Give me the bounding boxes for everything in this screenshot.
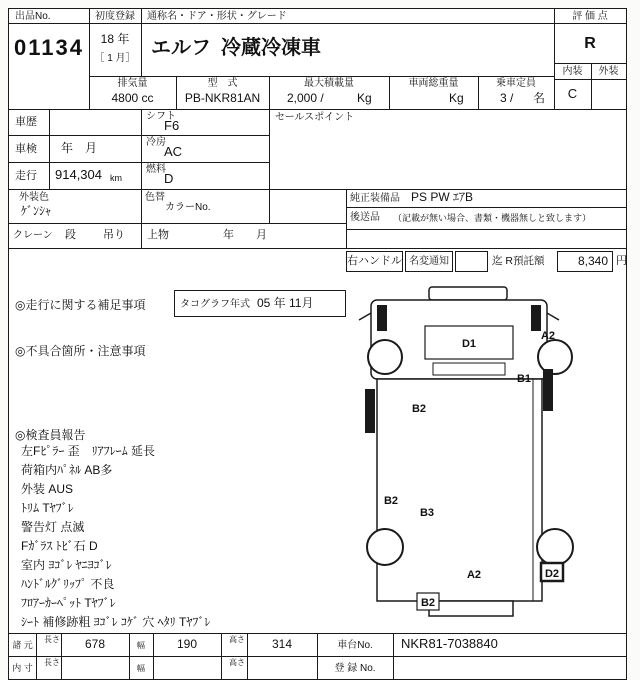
capacity-value: 3 / [500,91,514,105]
tachograph-value: 05 年 11月 [257,296,314,310]
registration-number-label: 登 録 No. [334,663,376,674]
divider [269,109,270,223]
crane-hang-label: 吊り [103,229,125,241]
capacity-unit: 名 [533,91,546,105]
mileage-label: 走行 [15,170,37,182]
crane-label: クレーン [13,230,53,241]
auction-sheet [8,8,627,680]
model-code-label: 型 式 [207,78,238,89]
divider [9,23,626,24]
divider [221,633,222,679]
inner-height-label: 高さ [229,658,245,667]
vehicle-diagram [343,277,575,633]
displacement-value: 4800 cc [111,91,154,105]
divider [9,189,626,190]
first-registration-month: ［ 1 月］ [94,53,136,64]
max-load-label: 最大積載量 [304,78,354,89]
deposit-label: 迄 R預託額 [492,255,545,267]
diagram-label-b2-bottom: B2 [420,597,436,609]
diagram-label-b3: B3 [419,507,435,519]
inspector-report-heading: ◎検査員報告 [15,428,86,442]
inspector-line: ｼｰﾄ 補修跡粗 ﾖｺﾞﾚ ｺｹﾞ 穴 ﾍﾀﾘ Tﾔﾌﾞﾚ [21,615,211,629]
divider [49,109,50,189]
name-change-box [405,251,453,272]
shift-value: F6 [164,118,180,133]
left-side-mark [365,389,375,433]
right-pillar-mark [531,305,541,331]
diagram-label-b2-left: B2 [383,495,399,507]
lot-number-label: 出品No. [15,11,51,22]
equipment-label: 純正装備品 [350,193,400,204]
rear-left-wheel [367,529,403,565]
inspector-line: ﾌﾛｱｰｶｰﾍﾟｯﾄ Tﾔﾌﾞﾚ [21,596,116,610]
diagram-label-d2: D2 [544,568,560,580]
mileage-note-heading: ◎走行に関する補足事項 [15,298,146,312]
length-value: 678 [84,637,106,651]
model-code-value: PB-NKR81AN [184,91,261,105]
color-change-label: 色替 [145,192,165,203]
left-mirror-shape [359,313,371,320]
vehicle-title-label: 通称名・ドア・形状・グレード [147,11,287,22]
fuel-label: 燃料 [146,164,166,175]
rear-bumper-shape [429,601,513,616]
defect-heading: ◎不具合箇所・注意事項 [15,344,146,358]
exterior-color-label: 外装色 [19,192,49,203]
height-value: 314 [271,637,293,651]
inspection-value: 年 月 [61,141,98,155]
inspector-line: ﾄﾘﾑ Tﾔﾌﾞﾚ [21,501,74,515]
inspector-line: 室内 ﾖｺﾞﾚ ﾔﾆﾖｺﾞﾚ [21,558,112,572]
diagram-label-b1: B1 [516,373,532,385]
interior-score: C [567,86,578,101]
shift-label: シフト [146,111,176,122]
deposit-value: 8,340 [577,254,608,268]
mileage-value: 914,304 [55,167,102,182]
divider [346,189,347,248]
divider [9,135,269,136]
divider [9,162,269,163]
deposit-box [557,251,613,272]
first-registration-year: 18 年 [100,32,130,46]
divider [9,248,626,249]
gvw-unit: Kg [449,91,464,105]
lot-number: 01134 [14,35,84,60]
left-pillar-mark [377,305,387,331]
width-label: 幅 [137,641,145,650]
inspector-line: 荷箱内ﾊﾟﾈﾙ AB多 [21,463,113,477]
divider [554,63,626,64]
divider [9,223,346,224]
score-label: 評 価 点 [572,11,608,22]
score-value: R [584,35,596,52]
divider [346,207,626,208]
chassis-number-label: 車台No. [337,640,373,651]
front-left-wheel [368,340,402,374]
inner-dimensions-row-label: 内 寸 [12,663,33,673]
aircon-label: 冷房 [146,137,166,148]
inspector-line: ﾊﾝﾄﾞﾙｸﾞﾘｯﾌﾟ 不良 [21,577,115,591]
body-equipment-value: 年 月 [223,229,267,241]
dimensions-row-label: 諸 元 [12,640,33,650]
front-bumper-shape [429,287,507,300]
right-side-mark [543,369,553,411]
inspector-line: 左Fﾋﾟﾗｰ 歪 ﾘｱﾌﾚｰﾑ 延長 [21,444,155,458]
fuel-value: D [164,171,174,186]
exterior-color-value: ｹﾞﾝｼｬ [21,204,52,218]
crane-step-label: 段 [65,229,76,241]
deposit-unit: 円 [616,255,627,267]
chassis-number-value: NKR81-7038840 [401,636,498,651]
body-equipment-label: 上物 [147,229,169,241]
later-items-label: 後送品 [350,212,380,223]
name-change-label: 名変通知 [409,256,449,267]
length-label: 長さ [44,635,60,644]
color-no-label: カラーNo. [165,202,211,213]
exterior-label: 外装 [598,66,619,77]
divider [36,633,37,679]
inspector-line: 外装 AUS [21,482,74,496]
capacity-label: 乗車定員 [496,78,536,89]
inspector-line: Fｶﾞﾗｽ ﾄﾋﾞ石 D [21,539,98,553]
cargo-box-shape [377,379,542,601]
divider [393,633,394,679]
cab-rear-panel-shape [433,363,505,375]
tachograph-box [174,290,346,317]
divider [554,79,626,80]
vehicle-body-type: 冷蔵冷凍車 [221,37,321,59]
displacement-label: 排気量 [117,78,148,89]
max-load-value: 2,000 / [287,91,324,105]
inspector-line: 警告灯 点滅 [21,520,85,534]
divider [141,109,142,248]
rear-right-wheel [537,529,573,565]
front-right-wheel [538,340,572,374]
vehicle-name: エルフ [151,37,211,59]
mileage-unit: km [110,173,122,183]
sales-point-label: セールスポイント [275,112,355,123]
height-label: 高さ [229,635,245,644]
handle-box [346,251,403,272]
tachograph-label: タコグラフ年式 [180,299,250,310]
first-registration-label: 初度登録 [95,11,135,22]
interior-label: 内装 [562,66,583,77]
aircon-value: AC [164,144,183,159]
right-mirror-shape [547,313,559,320]
max-load-unit: Kg [357,91,372,105]
history-label: 車歴 [15,116,37,128]
inspection-label: 車検 [15,143,37,155]
diagram-label-d1: D1 [461,338,477,350]
divider [9,109,626,110]
later-items-note: （記載が無い場合、書類・機器無しと致します） [393,213,592,223]
gvw-label: 車両総重量 [408,78,459,89]
inner-length-label: 長さ [44,658,60,667]
divider [346,229,626,230]
diagram-label-b2-mid: B2 [411,403,427,415]
divider [89,76,554,77]
name-change-blank-box [455,251,488,272]
handle-value: 右ハンドル [347,255,402,267]
inner-width-label: 幅 [137,664,145,673]
divider [141,9,142,76]
diagram-label-a2-bottom: A2 [466,569,482,581]
width-value: 190 [176,637,198,651]
equipment-value: PS PW ｴｱB [411,190,474,204]
diagram-label-a2-top: A2 [540,330,556,342]
